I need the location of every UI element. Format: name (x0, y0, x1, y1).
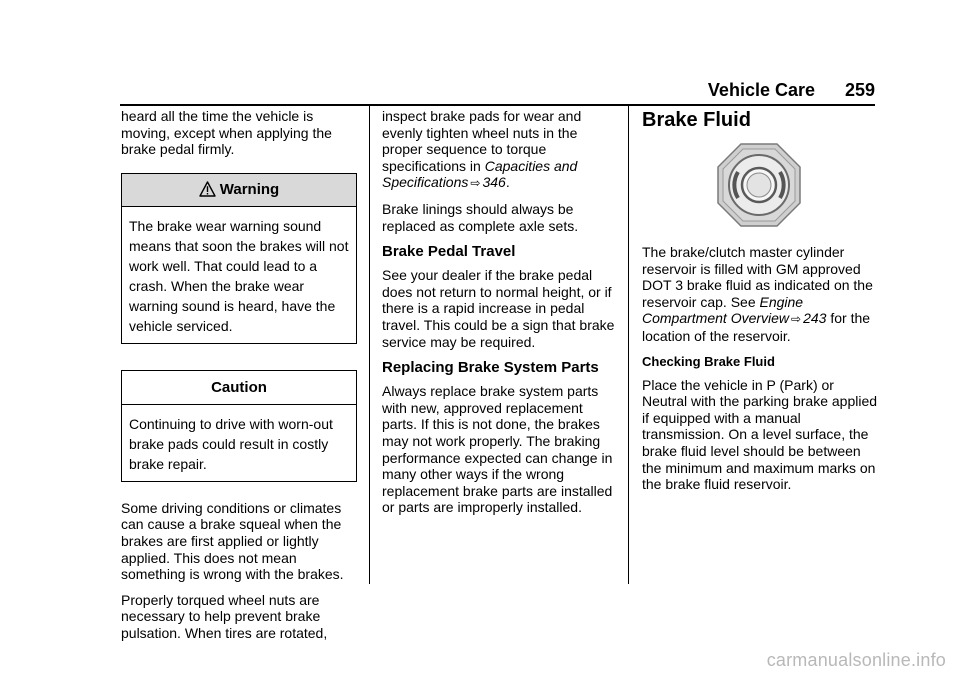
heading-brake-pedal-travel: Brake Pedal Travel (382, 243, 516, 261)
heading-brake-fluid: Brake Fluid (642, 109, 751, 131)
page-ref-arrow-icon: ⇨ (470, 176, 481, 191)
paragraph: Properly torqued wheel nuts are necessary to help prevent brake pulsation. When tires are rotated, (121, 591, 328, 641)
warning-box (121, 173, 357, 344)
page-ref-arrow-icon: ⇨ (791, 312, 802, 327)
heading-checking-brake-fluid: Checking Brake Fluid (642, 353, 775, 369)
column-divider (369, 106, 370, 584)
cross-reference-link[interactable]: Capacities and Specifications (382, 157, 578, 191)
paragraph: heard all the time the vehicle is moving, except when applying the brake pedal firmly. (121, 108, 332, 158)
paragraph: Always replace brake system parts with new, approved replacement parts. If this is not done, the brakes may not work properly. The braking performance expected can change in many other ways if the wrong replacement brake parts are installed or parts are improperly installed. (382, 383, 613, 516)
caution-text: Continuing to drive with worn-out brake pads could result in costly brake repair. (129, 415, 333, 472)
page-header (120, 80, 875, 106)
paragraph: Some driving conditions or climates can cause a brake squeal when the brakes are first applied or lightly applied. This does not mean something is wrong with the brakes. (121, 499, 344, 583)
page-reference[interactable]: 346 (482, 174, 506, 191)
caution-title: Caution (122, 371, 356, 405)
watermark: carmanualsonline.info (766, 650, 946, 670)
heading-replacing-brake-parts: Replacing Brake System Parts (382, 359, 599, 377)
brake-fluid-cap-icon (716, 142, 802, 228)
section-title: Vehicle Care (707, 80, 815, 100)
page-reference[interactable]: 243 (803, 310, 827, 327)
column-divider (628, 106, 629, 584)
paragraph: Brake linings should always be replaced as complete axle sets. (382, 200, 579, 234)
paragraph: inspect brake pads for wear and evenly tighten wheel nuts in the proper sequence to torque specifications in Capacities and Specifications ⇨ 346. (382, 108, 582, 191)
column-right (642, 108, 878, 502)
column-left (121, 108, 357, 651)
paragraph: See your dealer if the brake pedal does not return to normal height, or if there is a rapid increase in pedal travel. This could be a sign that brake service may be required. (382, 267, 615, 350)
column-middle (382, 108, 618, 525)
warning-title: Warning (219, 180, 280, 198)
cross-reference-link[interactable]: Engine Compartment Overview (642, 293, 804, 327)
paragraph: The brake/clutch master cylinder reservoir is filled with GM approved DOT 3 brake fluid as indicated on the reservoir cap. See Engine Compartment Overview ⇨ 243 for the location of the reservoir. (642, 244, 873, 344)
symbol-container (642, 142, 878, 238)
caution-box (121, 370, 357, 482)
paragraph: Place the vehicle in P (Park) or Neutral with the parking brake applied if equipped with a manual transmission. On a level surface, the brake fluid level should be between the minimum and maximum marks on the brake fluid reservoir. (642, 376, 878, 493)
page-number: 259 (844, 80, 875, 100)
warning-icon (199, 177, 216, 209)
warning-header (122, 174, 356, 207)
warning-text: The brake wear warning sound means that soon the brakes will not work well. That could lead to a crash. When the brake wear warning sound is heard, have the vehicle serviced. (129, 217, 349, 334)
